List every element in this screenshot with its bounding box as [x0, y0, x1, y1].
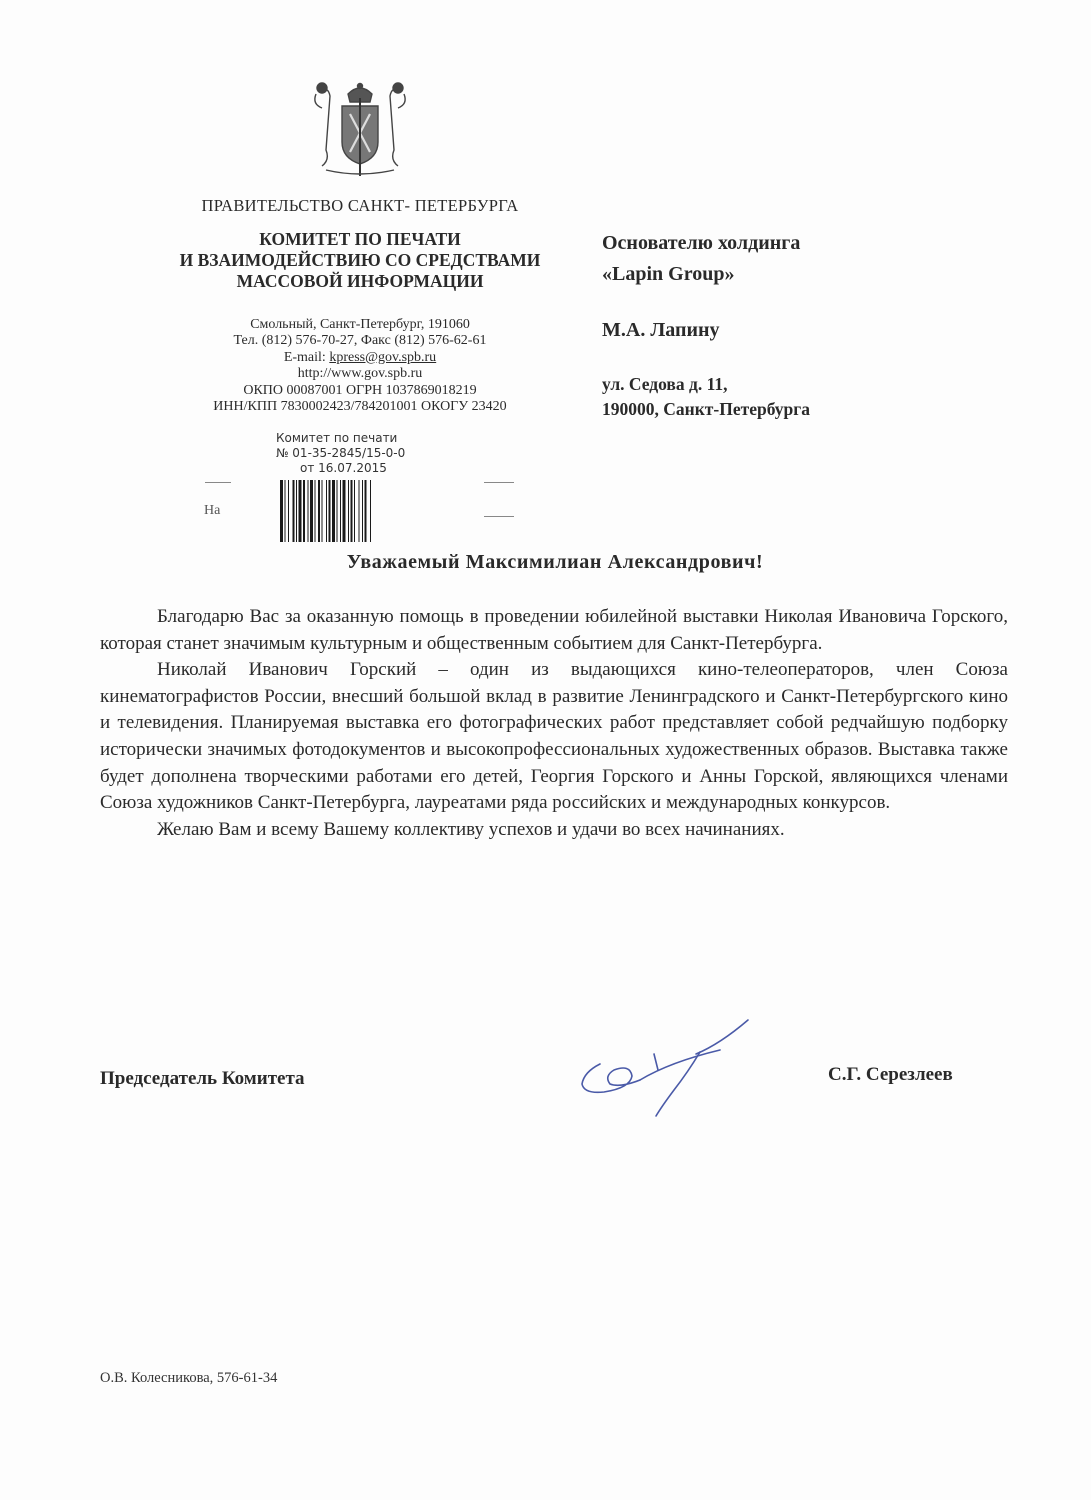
paragraph: Николай Иванович Горский – один из выдающихся кино-телеоператоров, член Союза кинематографистов России, внесший большой вклад в развитие Ленинградского и Санкт-Петербургского кино и телевидения. Планируемая выставка его фотографических работ представляет собой редчайшую подборку исторически значимых фотодокументов и высокопрофессиональных художественных образов. Выставка также будет дополнена творческими работами его детей, Георгия Горского и Анны Горской, являющихся членами Союза художников Санкт-Петербурга, лауреатами ряда российских и международных конкурсов. — [100, 659, 1008, 814]
letter-body — [100, 604, 1008, 843]
reference-label: На — [204, 503, 221, 518]
address-text: Смольный, Санкт-Петербург, 191060 — [250, 317, 470, 332]
barcode-bar — [351, 480, 353, 542]
barcode-bar — [288, 480, 289, 542]
barcode-bar — [332, 480, 335, 542]
website-text: http://www.gov.spb.ru — [297, 366, 423, 382]
barcode-bar — [340, 480, 341, 542]
paragraph: Желаю Вам и всему Вашему коллективу успехов и удачи во всех начинаниях. — [157, 818, 785, 840]
barcode-icon — [278, 480, 438, 542]
recipient-city: 190000, Санкт-Петербурга — [602, 399, 810, 419]
barcode-bar — [322, 480, 323, 542]
signatory-position: Председатель Комитета — [100, 1068, 305, 1089]
phone-text: Тел. (812) 576-70-27, Факс (812) 576-62-61 — [233, 333, 487, 349]
divider — [205, 482, 231, 483]
st-petersburg-coat-of-arms-icon — [300, 80, 420, 180]
barcode-bar — [362, 480, 363, 542]
committee-name — [140, 229, 580, 292]
barcode-bar — [308, 480, 309, 542]
barcode-bar — [285, 480, 286, 542]
barcode-bar — [326, 480, 327, 542]
barcode-bar — [315, 480, 316, 542]
divider — [484, 482, 514, 483]
email-line — [140, 350, 580, 366]
barcode-bar — [318, 480, 320, 542]
divider — [484, 516, 514, 517]
committee-line: МАССОВОЙ ИНФОРМАЦИИ — [236, 271, 484, 291]
barcode-bar — [354, 480, 355, 542]
barcode-bar — [370, 480, 371, 542]
inn-text: ИНН/КПП 7830002423/784201001 ОКОГУ 23420 — [213, 399, 507, 415]
committee-line: И ВЗАИМОДЕЙСТВИЮ СО СРЕДСТВАМИ — [179, 250, 541, 270]
recipient-title: Основателю холдинга — [602, 232, 801, 254]
committee-line: КОМИТЕТ ПО ПЕЧАТИ — [259, 229, 461, 249]
recipient-name: М.А. Лапину — [602, 319, 720, 341]
email-link[interactable]: kpress@gov.spb.ru — [329, 349, 437, 365]
paragraph: Благодарю Вас за оказанную помощь в проведении юбилейной выставки Николая Ивановича Горского, которая станет значимым культурным и общественным событием для Санкт-Петербурга. — [100, 606, 1008, 654]
stamp-line: № 01-35-2845/15-0-0 — [276, 446, 406, 460]
barcode-bar — [329, 480, 331, 542]
barcode-bar — [365, 480, 367, 542]
executor-contact: О.В. Колесникова, 576-61-34 — [100, 1370, 278, 1386]
signatory-name: С.Г. Серезлеев — [828, 1064, 953, 1085]
barcode-bar — [293, 480, 295, 542]
barcode-bar — [299, 480, 302, 542]
recipient-company: «Lapin Group» — [602, 263, 735, 285]
stamp-line: от 16.07.2015 — [300, 461, 387, 475]
stamp-line: Комитет по печати — [276, 431, 398, 445]
registration-stamp — [276, 431, 456, 476]
okpo-text: ОКПО 00087001 ОГРН 1037869018219 — [243, 382, 477, 398]
barcode-bar — [280, 480, 283, 542]
government-title: ПРАВИТЕЛЬСТВО САНКТ- ПЕТЕРБУРГА — [201, 196, 519, 215]
barcode-bar — [343, 480, 346, 542]
barcode-bar — [310, 480, 313, 542]
barcode-bar — [337, 480, 338, 542]
barcode-bar — [296, 480, 297, 542]
recipient-street: ул. Седова д. 11, — [602, 374, 728, 394]
barcode-bar — [359, 480, 360, 542]
salutation: Уважаемый Максимилиан Александрович! — [346, 551, 764, 573]
contact-block — [140, 317, 580, 415]
barcode-bar — [348, 480, 349, 542]
email-label: E-mail: — [283, 349, 330, 365]
handwritten-signature-icon — [570, 1014, 770, 1124]
barcode-bar — [303, 480, 305, 542]
